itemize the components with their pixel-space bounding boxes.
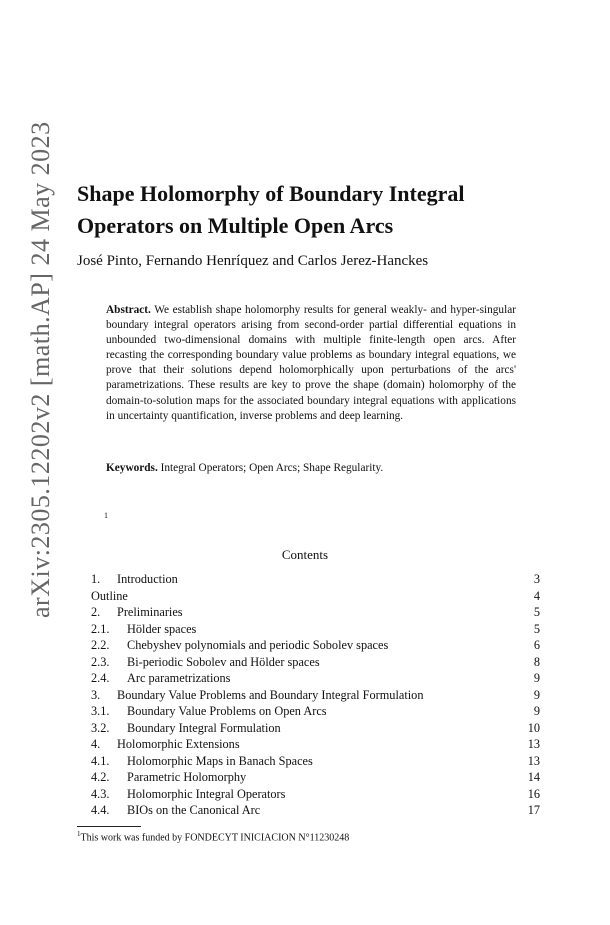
toc-entry-page: 14 (527, 770, 540, 784)
toc-entry-number: 4.4. (91, 803, 110, 817)
toc-entry-number: 2.2. (91, 638, 110, 652)
toc-entry-number: 2. (91, 605, 101, 619)
toc-entry-title: Holomorphic Integral Operators (127, 786, 286, 801)
paper-authors: José Pinto, Fernando Henríquez and Carlos Jerez-Hanckes (77, 253, 429, 269)
toc-entry[interactable] (91, 654, 540, 671)
toc-entry-title: Preliminaries (117, 605, 183, 619)
toc-entry-page: 13 (527, 737, 540, 751)
toc-entry-title: Arc parametrizations (127, 671, 231, 685)
toc-entry[interactable] (91, 736, 540, 753)
toc-entry[interactable] (91, 703, 540, 720)
toc-entry-number: 2.3. (91, 654, 110, 669)
toc-entry-number: 2.1. (91, 621, 110, 636)
toc-entry-page: 8 (533, 654, 540, 669)
abstract-text: We establish shape holomorphy results for general weakly- and hyper-singular boundary integral operators arising from second-order partial differential equations in unbounded two-dimensional domains with multiple finite-length open arcs. After recasting the corresponding boundary value problems as boundary integral equations, we prove that their solutions depend holomorphically upon perturbations of the arcs' parametrizations. These results are key to prove the shape (domain) holomorphy of the domain-to-solution maps for the associated boundary integral equations with applications in uncertainty quantification, inverse problems and deep learning. (106, 304, 516, 422)
toc-entry-title: Chebyshev polynomials and periodic Sobolev spaces (127, 638, 389, 652)
toc-entry-page: 5 (533, 621, 540, 636)
toc-entry-page: 6 (533, 638, 540, 652)
toc-entry[interactable] (91, 687, 540, 704)
toc-entry-number: 4.3. (91, 786, 110, 801)
toc-entry-page: 13 (527, 753, 540, 768)
toc-entry-number: 4.1. (91, 753, 110, 768)
toc-entry-page: 9 (533, 687, 540, 702)
toc-entry-number: 3. (91, 687, 101, 702)
abstract-label: Abstract. (106, 304, 151, 316)
toc-entry-title: Boundary Value Problems and Boundary Integral Formulation (117, 687, 424, 702)
toc-entry-number: 3.1. (91, 704, 110, 718)
toc-entry[interactable] (91, 769, 540, 786)
toc-entry-page: 9 (533, 704, 540, 718)
toc-entry[interactable] (91, 753, 540, 770)
toc-entry[interactable] (91, 720, 540, 737)
toc-entry-number: 1. (91, 572, 101, 586)
toc-entry-page: 9 (533, 671, 540, 685)
toc-entry-title: Outline (91, 588, 128, 603)
abstract (106, 303, 516, 424)
footnote-rule (77, 826, 141, 827)
table-of-contents (91, 571, 540, 819)
toc-entry[interactable] (91, 571, 540, 588)
toc-entry-title: BIOs on the Canonical Arc (127, 803, 261, 817)
footnote-marker: 1 (104, 511, 108, 520)
footnote-mark: 1 (77, 830, 81, 838)
toc-entry-number: 4. (91, 737, 101, 751)
toc-entry[interactable] (91, 670, 540, 687)
toc-entry-title: Boundary Integral Formulation (127, 720, 281, 735)
contents-heading: Contents (281, 547, 329, 562)
toc-entry[interactable] (91, 786, 540, 803)
toc-entry-number: 2.4. (91, 671, 110, 685)
footnote (77, 830, 349, 843)
toc-entry-number: 3.2. (91, 720, 110, 735)
toc-entry-page: 16 (527, 786, 540, 801)
toc-entry-title: Holomorphic Maps in Banach Spaces (127, 753, 313, 768)
toc-entry[interactable] (91, 637, 540, 654)
toc-entry-title: Bi-periodic Sobolev and Hölder spaces (127, 654, 320, 669)
toc-entry-page: 5 (533, 605, 540, 619)
toc-entry-page: 10 (527, 720, 540, 735)
toc-entry[interactable] (91, 621, 540, 638)
keywords-text: Integral Operators; Open Arcs; Shape Regularity. (160, 462, 384, 474)
keywords (106, 462, 516, 474)
toc-entry-title: Boundary Value Problems on Open Arcs (127, 704, 327, 718)
paper-title: Shape Holomorphy of Boundary Integral Operators on Multiple Open Arcs (77, 181, 465, 238)
toc-entry-page: 4 (533, 588, 540, 603)
toc-entry[interactable] (91, 588, 540, 605)
toc-entry-title: Hölder spaces (127, 621, 197, 636)
arxiv-identifier-text: arXiv:2305.12202v2 [math.AP] 24 May 2023 (26, 121, 55, 618)
toc-entry-page: 17 (527, 803, 540, 817)
keywords-label: Keywords. (106, 462, 158, 474)
toc-entry-page: 3 (533, 572, 540, 586)
toc-entry-title: Introduction (117, 572, 178, 586)
toc-entry-title: Holomorphic Extensions (117, 737, 240, 751)
footnote-text: This work was funded by FONDECYT INICIACION N°11230248 (80, 832, 350, 844)
toc-entry[interactable] (91, 802, 540, 819)
toc-entry-title: Parametric Holomorphy (127, 770, 247, 784)
toc-entry-number: 4.2. (91, 770, 110, 784)
toc-entry[interactable] (91, 604, 540, 621)
